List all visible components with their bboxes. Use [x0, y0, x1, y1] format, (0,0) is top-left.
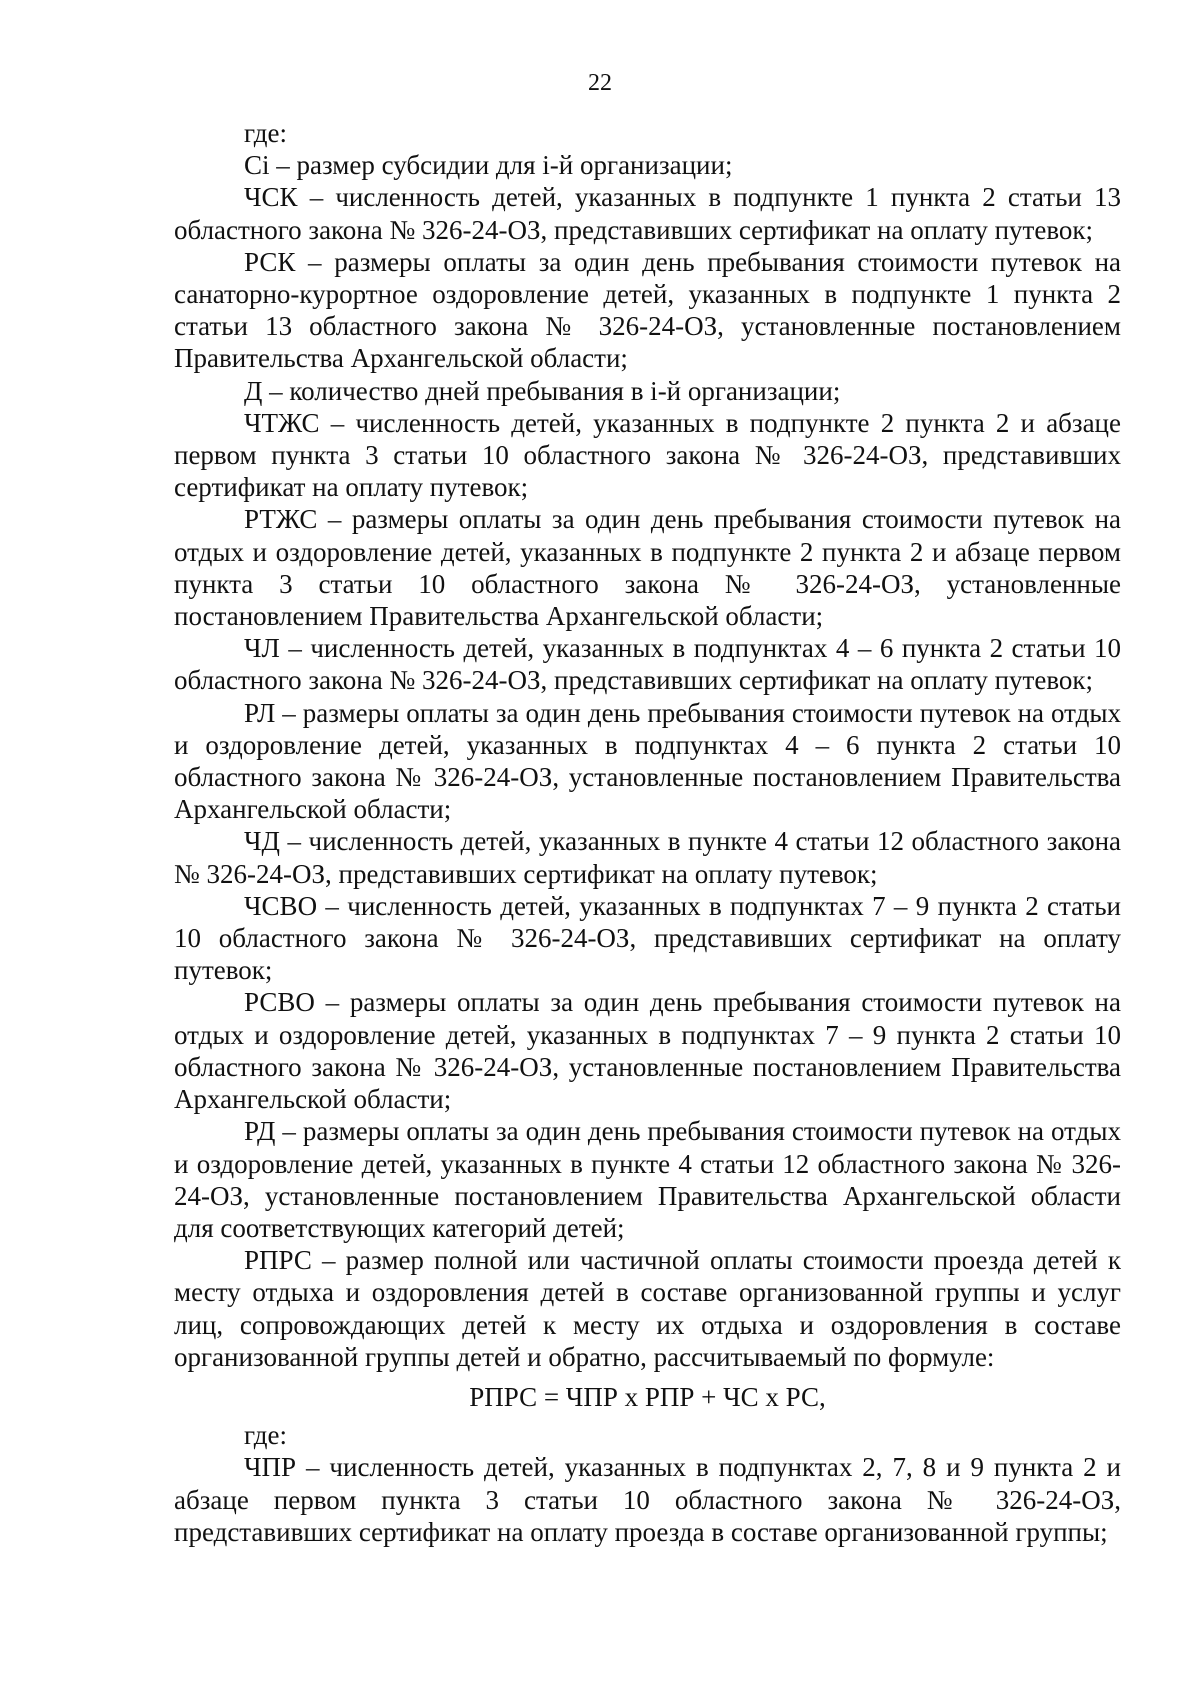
paragraph-rsk-definition: РСК – размеры оплаты за один день пребывания стоимости путевок на санаторно-курортное оздоровление детей, указанных в подпункте 1 пункта 2 статьи 13 областного закона № 326-24-ОЗ, установленные постановлением Правительства Архангельской области;	[174, 246, 1121, 374]
paragraph-rsvo-definition: РСВО – размеры оплаты за один день пребывания стоимости путевок на отдых и оздоровление детей, указанных в подпунктах 7 – 9 пункта 2 статьи 10 областного закона № 326-24-ОЗ, установленные постановлением Правительства Архангельской области;	[174, 987, 1121, 1115]
paragraph-chtzhs-definition: ЧТЖС – численность детей, указанных в подпункте 2 пункта 2 и абзаце первом пункта 3 статьи 10 областного закона № 326-24-ОЗ, представивших сертификат на оплату путевок;	[174, 407, 1121, 503]
paragraph-chsk-definition: ЧСК – численность детей, указанных в подпункте 1 пункта 2 статьи 13 областного закона № 326-24-ОЗ, представивших сертификат на оплату путевок;	[174, 182, 1121, 245]
formula-rprs: РПРС = ЧПР х РПР + ЧС х РС,	[469, 1381, 826, 1412]
paragraph-chsvo-definition: ЧСВО – численность детей, указанных в подпунктах 7 – 9 пункта 2 статьи 10 областного закона № 326-24-ОЗ, представивших сертификат на оплату путевок;	[174, 890, 1121, 986]
paragraph-chpr-definition: ЧПР – численность детей, указанных в подпунктах 2, 7, 8 и 9 пункта 2 и абзаце первом пункта 3 статьи 10 областного закона № 326-24-ОЗ, представивших сертификат на оплату проезда в составе организованной группы;	[174, 1452, 1121, 1547]
paragraph-rd-definition: РД – размеры оплаты за один день пребывания стоимости путевок на отдых и оздоровление детей, указанных в пункте 4 статьи 12 областного закона № 326-24-ОЗ, установленные постановлением Правительства Архангельской области для соответствующих категорий детей;	[174, 1116, 1121, 1243]
paragraph-ci-definition: Сi – размер субсидии для i-й организации;	[244, 150, 733, 181]
paragraph-rtzhs-definition: РТЖС – размеры оплаты за один день пребывания стоимости путевок на отдых и оздоровление детей, указанных в подпункте 2 пункта 2 и абзаце первом пункта 3 статьи 10 областного закона № 326-24-ОЗ, установленные постановлением Правительства Архангельской области;	[174, 504, 1121, 632]
paragraph-rl-definition: РЛ – размеры оплаты за один день пребывания стоимости путевок на отдых и оздоровление детей, указанных в подпунктах 4 – 6 пункта 2 статьи 10 областного закона № 326-24-ОЗ, установленные постановлением Правительства Архангельской области;	[174, 697, 1121, 825]
paragraph-where-2: где:	[244, 1420, 287, 1451]
paragraph-where-1: где:	[244, 118, 287, 148]
paragraph-rprs-definition: РПРС – размер полной или частичной оплаты стоимости проезда детей к месту отдыха и оздоровления детей в составе организованной группы и услуг лиц, сопровождающих детей к месту их отдыха и оздоровления в составе организованной группы детей и обратно, рассчитываемый по формуле:	[174, 1245, 1121, 1372]
document-body	[174, 117, 1121, 1548]
page-number: 22	[588, 70, 612, 96]
paragraph-d-definition: Д – количество дней пребывания в i-й организации;	[244, 375, 841, 406]
paragraph-chl-definition: ЧЛ – численность детей, указанных в подпунктах 4 – 6 пункта 2 статьи 10 областного закона № 326-24-ОЗ, представивших сертификат на оплату путевок;	[174, 633, 1121, 696]
paragraph-chd-definition: ЧД – численность детей, указанных в пункте 4 статьи 12 областного закона № 326-24-ОЗ, представивших сертификат на оплату путевок;	[174, 826, 1121, 889]
